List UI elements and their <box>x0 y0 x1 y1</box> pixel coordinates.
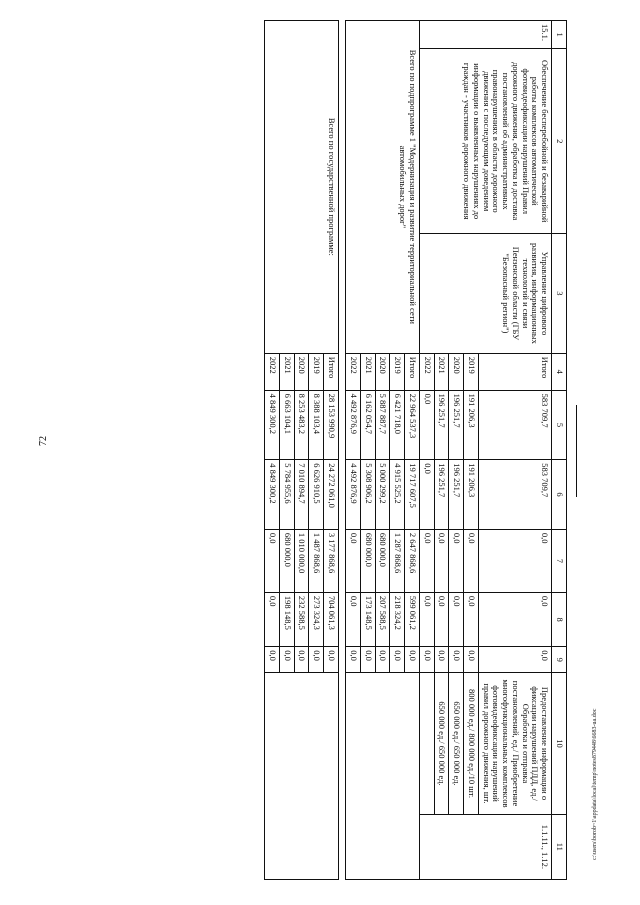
federal-budget-value: 0,0 <box>345 529 360 592</box>
municipal-budget-value: 599 061,2 <box>405 592 420 646</box>
col-number: 4 <box>552 353 567 390</box>
regional-budget-value: 5 308 906,2 <box>360 460 375 530</box>
total-value: 6 421 718,0 <box>390 390 405 460</box>
footer-file-path: c:\users\borob~1\appdata\local\temp\notes879448\6683-ua.doc <box>592 708 598 860</box>
other-sources-value: 0,0 <box>464 647 479 673</box>
other-sources-value: 0,0 <box>419 647 434 673</box>
empty-cell <box>345 673 419 880</box>
regional-budget-value: 4 915 525,2 <box>390 460 405 530</box>
col-number: 7 <box>552 529 567 592</box>
regional-budget-value: 583 709,7 <box>478 460 551 530</box>
other-sources-value: 0,0 <box>478 647 551 673</box>
federal-budget-value: 3 177 868,6 <box>324 529 339 592</box>
total-value: 8 253 483,2 <box>294 390 309 460</box>
other-sources-value: 0,0 <box>265 647 280 673</box>
municipal-budget-value: 218 324,2 <box>390 592 405 646</box>
federal-budget-value: 1 487 868,6 <box>309 529 324 592</box>
regional-budget-value: 5 000 299,2 <box>375 460 390 530</box>
municipal-budget-value: 198 148,5 <box>279 592 294 646</box>
total-value: 8 388 103,4 <box>309 390 324 460</box>
other-sources-value: 0,0 <box>309 647 324 673</box>
page-number: 72 <box>38 436 49 446</box>
total-value: 583 709,7 <box>478 390 551 460</box>
other-sources-value: 0,0 <box>434 647 449 673</box>
col-number: 8 <box>552 592 567 646</box>
regional-budget-value: 5 784 955,6 <box>279 460 294 530</box>
municipal-budget-value: 0,0 <box>265 592 280 646</box>
federal-budget-value: 1 010 000,0 <box>294 529 309 592</box>
column-number-row <box>552 21 567 880</box>
indicator-value: 800 000 ед./ 800 000 ед./10 шт. <box>464 673 479 814</box>
regional-budget-value: 4 849 300,2 <box>265 460 280 530</box>
year-cell: 2021 <box>360 353 375 390</box>
col-number: 9 <box>552 647 567 673</box>
regional-budget-value: 19 717 607,5 <box>405 460 420 530</box>
federal-budget-value: 680 000,0 <box>375 529 390 592</box>
total-value: 0,0 <box>419 390 434 460</box>
municipal-budget-value: 0,0 <box>419 592 434 646</box>
indicator-value <box>419 673 434 814</box>
col-number: 10 <box>552 673 567 814</box>
municipal-budget-value: 0,0 <box>434 592 449 646</box>
total-value: 5 887 887,7 <box>375 390 390 460</box>
indicator-links: 1.1.11., 1.12. <box>419 814 551 879</box>
municipal-budget-value: 173 148,5 <box>360 592 375 646</box>
federal-budget-value: 2 647 868,6 <box>405 529 420 592</box>
grand-total-row <box>324 21 339 880</box>
municipal-budget-value: 0,0 <box>345 592 360 646</box>
total-value: 4 492 876,9 <box>345 390 360 460</box>
col-number: 5 <box>552 390 567 460</box>
year-cell: Итого <box>324 353 339 390</box>
regional-budget-value: 196 251,7 <box>434 460 449 530</box>
municipal-budget-value: 0,0 <box>478 592 551 646</box>
year-cell: 2020 <box>375 353 390 390</box>
other-sources-value: 0,0 <box>375 647 390 673</box>
other-sources-value: 0,0 <box>390 647 405 673</box>
total-value: 22 964 537,3 <box>405 390 420 460</box>
other-sources-value: 0,0 <box>449 647 464 673</box>
col-number: 1 <box>552 21 567 49</box>
regional-budget-value: 24 272 061,0 <box>324 460 339 530</box>
federal-budget-value: 680 000,0 <box>360 529 375 592</box>
measure-name: Обеспечение бесперебойной и безаварийной работы комплексов автоматической фотовидеофиксации нарушений Правил дорожного движения, обработка и доставка постановлений об административных правонарушениях в области дорожного движения с последующим доведением информации о выявленных нарушениях до граждан - участников дорожного движения <box>419 49 551 234</box>
year-cell: 2019 <box>309 353 324 390</box>
total-value: 6 162 054,7 <box>360 390 375 460</box>
total-value: 28 153 990,9 <box>324 390 339 460</box>
federal-budget-value: 0,0 <box>419 529 434 592</box>
federal-budget-value: 0,0 <box>265 529 280 592</box>
col-number: 3 <box>552 234 567 354</box>
municipal-budget-value: 273 324,3 <box>309 592 324 646</box>
col-number: 11 <box>552 814 567 879</box>
col-number: 6 <box>552 460 567 530</box>
federal-budget-value: 680 000,0 <box>279 529 294 592</box>
year-cell: 2022 <box>419 353 434 390</box>
total-value: 196 251,7 <box>434 390 449 460</box>
year-cell: Итого <box>478 353 551 390</box>
year-cell: 2020 <box>294 353 309 390</box>
year-cell: 2022 <box>345 353 360 390</box>
federal-budget-value: 0,0 <box>478 529 551 592</box>
footnote-rule <box>576 405 577 497</box>
federal-budget-value: 0,0 <box>434 529 449 592</box>
program-financing-table <box>264 20 567 880</box>
grand-total-label: Всего по государственной программе: <box>265 21 339 354</box>
measure-executor: Управление цифрового развития, информационных технологий и связи Пензенской области (ГБУ "Безопасный регион") <box>419 234 551 354</box>
total-value: 196 251,7 <box>449 390 464 460</box>
regional-budget-value: 4 492 876,9 <box>345 460 360 530</box>
indicator-value: 650 000 ед./ 650 000 ед. <box>449 673 464 814</box>
indicator-value: 650 000 ед./ 650 000 ед. <box>434 673 449 814</box>
regional-budget-value: 196 251,7 <box>449 460 464 530</box>
municipal-budget-value: 232 588,5 <box>294 592 309 646</box>
year-cell: 2021 <box>434 353 449 390</box>
other-sources-value: 0,0 <box>294 647 309 673</box>
rotated-table-container <box>97 20 567 880</box>
total-value: 6 663 104,1 <box>279 390 294 460</box>
subtotal-row <box>405 21 420 880</box>
empty-cell <box>265 673 339 880</box>
year-cell: 2020 <box>449 353 464 390</box>
municipal-budget-value: 0,0 <box>464 592 479 646</box>
federal-budget-value: 1 287 868,6 <box>390 529 405 592</box>
year-cell: 2019 <box>464 353 479 390</box>
year-cell: Итого <box>405 353 420 390</box>
municipal-budget-value: 704 061,3 <box>324 592 339 646</box>
regional-budget-value: 6 626 910,5 <box>309 460 324 530</box>
other-sources-value: 0,0 <box>279 647 294 673</box>
federal-budget-value: 0,0 <box>464 529 479 592</box>
subtotal-label: Всего по подпрограмме 1 "Модернизация и развитие территориальной сети автомобильных дорог" <box>345 21 419 354</box>
year-cell: 2019 <box>390 353 405 390</box>
indicator-text: Предоставление информации о фиксации нарушений ПДД, ед./ Обработка и отправка постановлений, ед./ Приобретение многофункциональных комплексов фотовидеофиксации нарушений правил дорожного движения, шт. <box>478 673 551 814</box>
other-sources-value: 0,0 <box>360 647 375 673</box>
col-number: 2 <box>552 49 567 234</box>
total-value: 4 849 300,2 <box>265 390 280 460</box>
year-cell: 2021 <box>279 353 294 390</box>
regional-budget-value: 7 010 894,7 <box>294 460 309 530</box>
total-value: 191 206,3 <box>464 390 479 460</box>
other-sources-value: 0,0 <box>405 647 420 673</box>
other-sources-value: 0,0 <box>324 647 339 673</box>
table-gap <box>338 21 345 880</box>
other-sources-value: 0,0 <box>345 647 360 673</box>
measure-number: 15.1. <box>419 21 551 49</box>
federal-budget-value: 0,0 <box>449 529 464 592</box>
regional-budget-value: 0,0 <box>419 460 434 530</box>
municipal-budget-value: 207 588,5 <box>375 592 390 646</box>
municipal-budget-value: 0,0 <box>449 592 464 646</box>
regional-budget-value: 191 206,3 <box>464 460 479 530</box>
year-cell: 2022 <box>265 353 280 390</box>
measure-row <box>478 21 551 880</box>
